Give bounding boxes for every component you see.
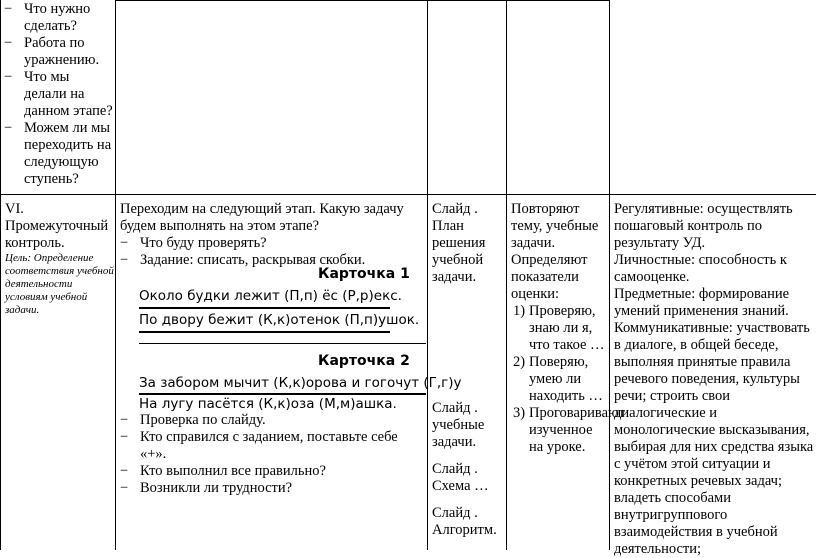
card-divider [139, 343, 426, 344]
stage-title: VI. Промежуточный контроль. [5, 201, 109, 251]
uud-paragraph: Коммуникативные: участвовать в диалоге, в общей беседе, выполняя принятые правила речевого поведения, культуры речи; строить свои диалогические и монологические высказывания, выбирая для них средства языка с учётом этой ситуации и конкретных речевых задач; владеть способами внутригруппового взаимодействия в учебной деятельности; [614, 320, 814, 557]
list-item: − Работа по уражнению. [4, 35, 114, 69]
table-border-col1 [115, 0, 116, 550]
list-item: 1) Проверяю, знаю ли я, что такое … [513, 303, 605, 353]
list-item: − Что буду проверять? [120, 235, 425, 252]
table-border-top-partial [115, 0, 609, 1]
list-item: − Кто выполнил все правильно? [120, 463, 425, 480]
stage-goal: Цель: Определение соответствия учебной деятельности условиям учебной задачи. [5, 252, 114, 316]
list-item: 3) Проговаривают изученное на уроке. [513, 405, 625, 455]
top-row-questions [4, 1, 114, 188]
card-title: Карточка 2 [318, 353, 410, 369]
task-card-2 [139, 348, 462, 416]
uud-paragraph: Регулятивные: осуществлять пошаговый контроль по результату УД. [614, 201, 793, 251]
list-item: − Задание: списать, раскрывая скобки. [120, 252, 425, 269]
list-item: − Возникли ли трудности? [120, 480, 425, 497]
table-row-divider [0, 194, 816, 195]
table-border-col3 [506, 0, 507, 550]
uud-paragraph: Предметные: формирование умений применения знаний. [614, 286, 790, 319]
list-item: − Что мы делали на данном этапе? [4, 69, 114, 120]
teacher-activity-top [120, 201, 425, 269]
slide-note: Слайд . Алгоритм. [432, 505, 497, 538]
card-line: За забором мычит (К,к)орова и гогочут (Г,г)у [139, 375, 462, 391]
list-item: − Что нужно сделать? [4, 1, 114, 35]
list-item: − Кто справился с заданием, поставьте себе «+». [120, 429, 425, 463]
list-item: − Можем ли мы переходить на следующую ступень? [4, 120, 114, 188]
table-border-col2 [427, 0, 428, 550]
uud-cell [614, 201, 814, 558]
card-underline [139, 307, 390, 309]
card-underline [139, 393, 426, 395]
student-intro: Повторяют тему, учебные задачи. Определяют показатели оценки: [511, 201, 599, 302]
slides-cell-top [432, 201, 504, 286]
teacher-activity-bottom [120, 412, 425, 497]
card-line: Около будки лежит (П,п) ёс (Р,р)екс. [139, 288, 402, 304]
card-line: По двору бежит (К,к)отенок (П,п)ушок. [139, 312, 420, 328]
uud-paragraph: Личностные: способность к самооценке. [614, 252, 787, 285]
card-line: На лугу пасётся (К,к)оза (М,м)ашка. [139, 396, 397, 412]
table-border-left [0, 0, 1, 550]
slides-cell-bottom [432, 400, 504, 539]
stage-cell [5, 201, 114, 317]
teacher-intro: Переходим на следующий этап. Какую задачу будем выполнять на этом этапе? [120, 201, 404, 234]
slide-note: Слайд . План решения учебной задачи. [432, 201, 486, 285]
task-card-1 [139, 264, 426, 344]
slide-note: Слайд . Схема … [432, 461, 489, 494]
list-item: 2) Поверяю, умею ли находить … [513, 354, 603, 404]
card-underline [139, 331, 390, 333]
student-activity-cell [511, 201, 625, 456]
slide-note: Слайд . учебные задачи. [432, 400, 485, 450]
table-border-col4 [609, 0, 610, 550]
list-item: − Проверка по слайду. [120, 412, 425, 429]
card-title: Карточка 1 [318, 266, 410, 282]
